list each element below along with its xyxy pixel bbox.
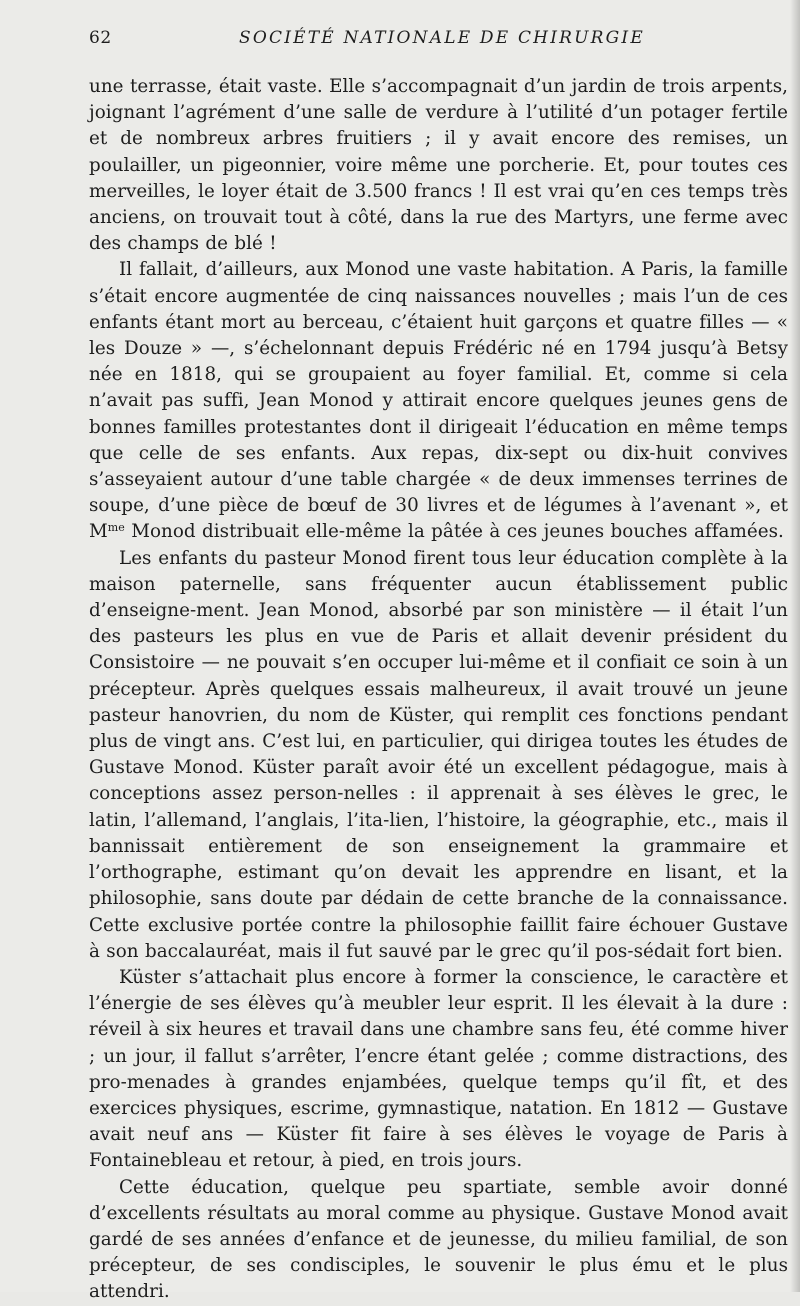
page-header: [89, 28, 788, 54]
running-head: SOCIÉTÉ NATIONALE DE CHIRURGIE: [239, 28, 645, 48]
paragraph-2-text-b: Monod distribuait elle-même la pâtée à ces jeunes bouches affamées.: [124, 521, 784, 543]
paragraph-5: Cette éducation, quelque peu spartiate, semble avoir donné d’excellents résultats au moral comme au physique. Gustave Monod avait gardé de ses années d’enfance et de jeunesse, du milieu familial, de son précepteur, de ses condisciples, le souvenir le plus ému et le plus attendri.: [89, 1176, 788, 1303]
paragraph-2-text-a: Il fallait, d’ailleurs, aux Monod une vaste habitation. A Paris, la famille s’était encore augmentée de cinq naissances nouvelles ; mais l’un de ces enfants étant mort au berceau, c’étaient huit garçons et quatre filles — « les Douze » —, s’échelonnant depuis Frédéric né en 1794 jusqu’à Betsy née en 1818, qui se groupaient au foyer familial. Et, comme si cela n’avait pas suffi, Jean Monod y attirait encore quelques jeunes gens de bonnes familles protestantes dont il dirigeait l’éducation en même temps que celle de ses enfants. Aux repas, dix-sept ou dix-huit convives s’asseyaient autour d’une table chargée « de deux immenses terrines de soupe, d’une pièce de bœuf de 30 livres et de légumes à l’avenant », et M: [89, 259, 788, 543]
paragraph-2: [89, 257, 788, 545]
paragraph-1: une terrasse, était vaste. Elle s’accompagnait d’un jardin de trois arpents, joignant l’agrément d’une salle de verdure à l’utilité d’un potager fertile et de nombreux arbres fruitiers ; il y avait encore des remises, un poulailler, un pigeonnier, voire même une porcherie. Et, pour toutes ces merveilles, le loyer était de 3.500 francs ! Il est vrai qu’en ces temps très anciens, on trouvait tout à côté, dans la rue des Martyrs, une ferme avec des champs de blé !: [89, 76, 788, 255]
paragraph-3: Les enfants du pasteur Monod firent tous leur éducation complète à la maison paternelle, sans fréquenter aucun établissement public d’enseigne-ment. Jean Monod, absorbé par son ministère — il était l’un des pasteurs les plus en vue de Paris et allait devenir président du Consistoire — ne pouvait s’en occuper lui-même et il confiait ce soin à un précepteur. Après quelques essais malheureux, il avait trouvé un jeune pasteur hanovrien, du nom de Küster, qui remplit ces fonctions pendant plus de vingt ans. C’est lui, en particulier, qui dirigea toutes les études de Gustave Monod. Küster paraît avoir été un excellent pédagogue, mais à conceptions assez person-nelles : il apprenait à ses élèves le grec, le latin, l’allemand, l’anglais, l’ita-lien, l’histoire, la géographie, etc., mais il bannissait entièrement de son enseignement la grammaire et l’orthographe, estimant qu’on devait les apprendre en lisant, et la philosophie, sans doute par dédain de cette branche de la connaissance. Cette exclusive portée contre la philosophie faillit faire échouer Gustave à son baccalauréat, mais il fut sauvé par le grec qu’il pos-sédait fort bien.: [89, 547, 788, 962]
page-number: 62: [89, 28, 112, 48]
paragraph-4: Küster s’attachait plus encore à former la conscience, le caractère et l’énergie de ses élèves qu’à meubler leur esprit. Il les élevait à la dure : réveil à six heures et travail dans une chambre sans feu, été comme hiver ; un jour, il fallut s’arrêter, l’encre étant gelée ; comme distractions, des pro-menades à grandes enjambées, quelque temps qu’il fît, et des exercices physiques, escrime, gymnastique, natation. En 1812 — Gustave avait neuf ans — Küster fit faire à ses élèves le voyage de Paris à Fontainebleau et retour, à pied, en trois jours.: [89, 966, 788, 1172]
superscript-abbreviation: me: [107, 521, 125, 535]
body-text: [89, 74, 788, 1306]
